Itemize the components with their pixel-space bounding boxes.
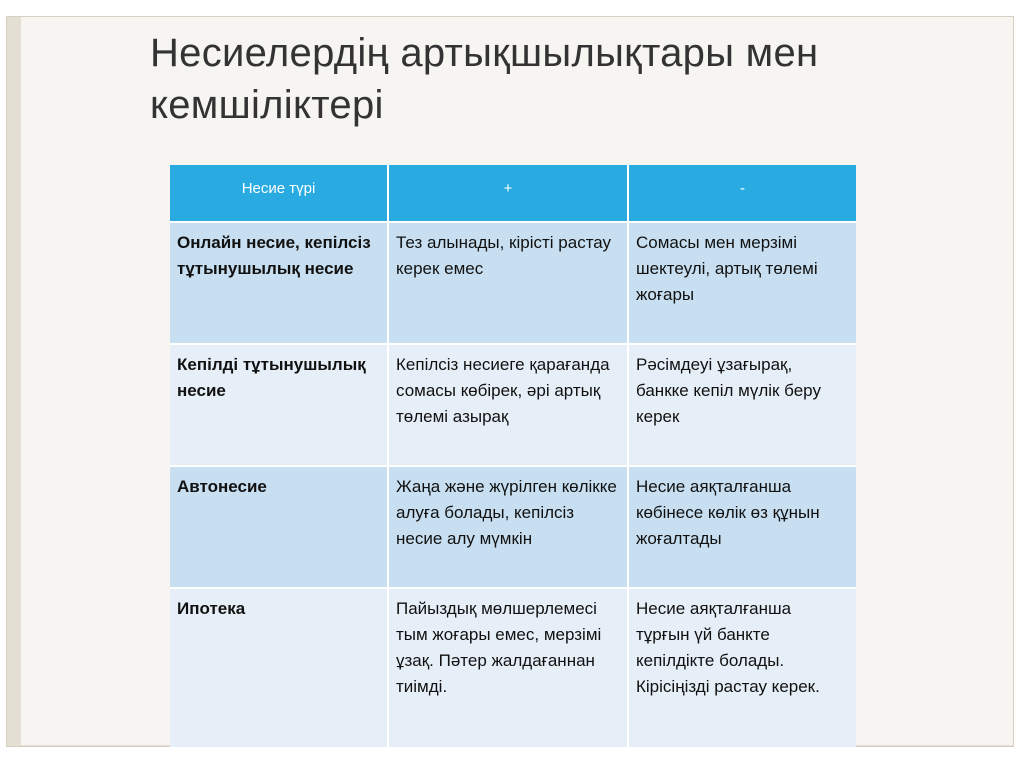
credit-type-cell: Ипотека — [170, 588, 388, 748]
disadvantages-cell: Сомасы мен мерзімі шектеулі, артық төлемі жоғары — [628, 222, 856, 344]
advantages-cell: Пайыздық мөлшерлемесі тым жоғары емес, мерзімі ұзақ. Пәтер жалдағаннан тиімді. — [388, 588, 628, 748]
disadvantages-cell: Рәсімдеуі ұзағырақ, банкке кепіл мүлік беру керек — [628, 344, 856, 466]
table-row — [170, 588, 856, 748]
table-row — [170, 222, 856, 344]
advantages-cell: Жаңа және жүрілген көлікке алуға болады, кепілсіз несие алу мүмкін — [388, 466, 628, 588]
credit-type-cell: Кепілді тұтынушылық несие — [170, 344, 388, 466]
advantages-cell: Тез алынады, кірісті растау керек емес — [388, 222, 628, 344]
credit-type-cell: Автонесие — [170, 466, 388, 588]
credit-comparison-table — [170, 165, 856, 749]
disadvantages-cell: Несие аяқталғанша көбінесе көлік өз құнын жоғалтады — [628, 466, 856, 588]
header-advantages: + — [388, 165, 628, 222]
table-header-row — [170, 165, 856, 222]
disadvantages-cell: Несие аяқталғанша тұрғын үй банкте кепілдікте болады. Кірісіңізді растау керек. — [628, 588, 856, 748]
table-row — [170, 344, 856, 466]
header-disadvantages: - — [628, 165, 856, 222]
slide-title: Несиелердің артықшылықтары мен кемшіліктері — [150, 31, 819, 127]
header-credit-type: Несие түрі — [170, 165, 388, 222]
credit-type-cell: Онлайн несие, кепілсіз тұтынушылық несие — [170, 222, 388, 344]
table-row — [170, 466, 856, 588]
advantages-cell: Кепілсіз несиеге қарағанда сомасы көбірек, әрі артық төлемі азырақ — [388, 344, 628, 466]
